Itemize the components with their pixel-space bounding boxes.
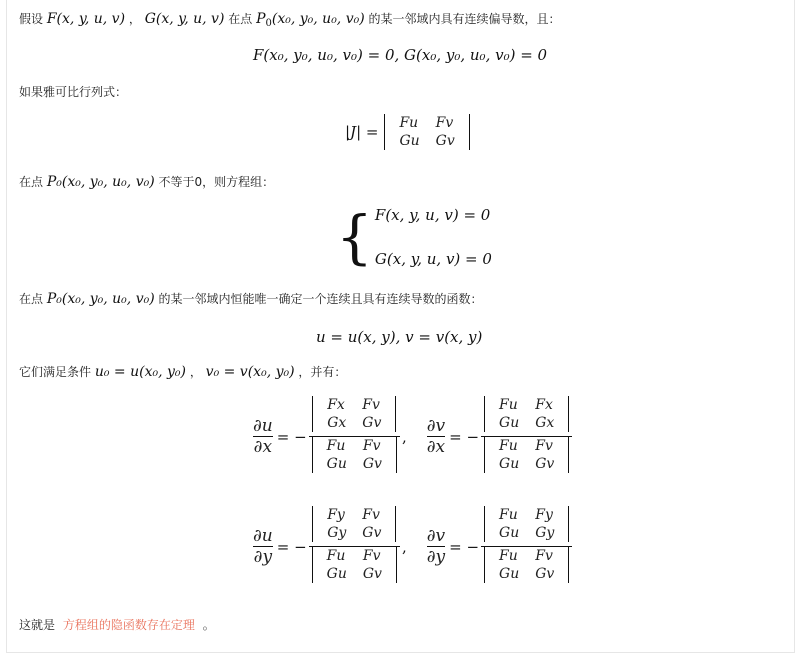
equation-implicit-functions: u = u(x, y), v = v(x, y): [316, 328, 483, 346]
condition-v0: v₀ = v(x₀, y₀): [205, 364, 295, 380]
paragraph-conclusion: [19, 617, 215, 633]
eq-minus: = −: [276, 537, 307, 556]
dv-dx: $\frac{\partial v}{\partial x}$: [426, 416, 446, 457]
system-eq-G: G(x, y, u, v) = 0: [374, 250, 492, 268]
paragraph-unique: [19, 291, 483, 307]
assume-lead: 假设: [19, 12, 44, 26]
p3-lead: 在点: [19, 175, 44, 189]
system-eq-F: F(x, y, u, v) = 0: [374, 206, 491, 224]
condition-u0: u₀ = u(x₀, y₀): [94, 364, 186, 380]
dv-dx-fraction: Fu Fx Gu Gx Fu Fv Gu Gv: [481, 396, 572, 477]
point-P0: $P_0(x_0$, y₀, u₀, v₀): [256, 11, 365, 29]
paragraph-nonzero: [19, 174, 274, 190]
equation-system: [336, 203, 492, 271]
jac-b: Fv: [435, 115, 454, 131]
eq-minus: = −: [449, 537, 480, 556]
func-G: G(x, y, u, v): [144, 11, 225, 27]
equation-initial-conditions: F(x₀, y₀, u₀, v₀) = 0, G(x₀, y₀, u₀, v₀) = 0: [253, 46, 548, 64]
p4-tail: 的某一邻域内恒能唯一确定一个连续且具有连续导数的函数：: [158, 292, 483, 306]
theorem-link[interactable]: 方程组的隐函数存在定理: [62, 618, 195, 632]
comma: ,: [401, 537, 407, 556]
du-dy-fraction: Fy Fv Gy Gv Fu Fv Gu Gv: [309, 506, 400, 587]
dv-dy: $\frac{\partial v}{\partial y}$: [426, 526, 446, 567]
p6-tail: 。: [202, 618, 215, 632]
derivatives-y-row: [253, 506, 572, 587]
p3-tail: 不等于0，则方程组：: [158, 175, 275, 189]
paragraph-jacobian-intro: 如果雅可比行列式：: [19, 85, 128, 99]
derivatives-x-row: [253, 396, 572, 477]
p5-sep: ，: [189, 365, 202, 379]
dv-dy-fraction: Fu Fy Gu Gy Fu Fv Gu Gv: [481, 506, 572, 587]
du-dx-fraction: Fx Fv Gx Gv Fu Fv Gu Gv: [309, 396, 400, 477]
jac-d: Gv: [435, 133, 455, 149]
du-dx: $\frac{\partial u}{\partial x}$: [253, 416, 273, 457]
sep: ，: [128, 12, 141, 26]
eq-minus: = −: [276, 427, 307, 446]
jacobian-lhs: |J| =: [345, 123, 379, 141]
eq-minus: = −: [449, 427, 480, 446]
p4-lead: 在点: [19, 292, 44, 306]
point-P0-3: P₀(x₀, y₀, u₀, v₀): [46, 291, 155, 307]
p5-lead: 它们满足条件: [19, 365, 92, 379]
paragraph-assume: [19, 11, 561, 27]
p5-tail: ，并有：: [298, 365, 347, 379]
jac-a: Fu: [399, 115, 419, 131]
p6-lead: 这就是: [19, 618, 56, 632]
paragraph-conditions: [19, 364, 346, 380]
func-F: F(x, y, u, v): [46, 11, 126, 27]
comma: ,: [401, 427, 407, 446]
point-P0-2: P₀(x₀, y₀, u₀, v₀): [46, 174, 155, 190]
jacobian-determinant: [384, 114, 469, 150]
jac-c: Gu: [399, 133, 420, 149]
jacobian-equation: [345, 114, 470, 150]
at-point-lead: 在点: [228, 12, 253, 26]
du-dy: $\frac{\partial u}{\partial y}$: [253, 526, 273, 567]
left-brace: {: [336, 203, 373, 271]
assume-tail: 的某一邻域内具有连续偏导数，且：: [368, 12, 561, 26]
